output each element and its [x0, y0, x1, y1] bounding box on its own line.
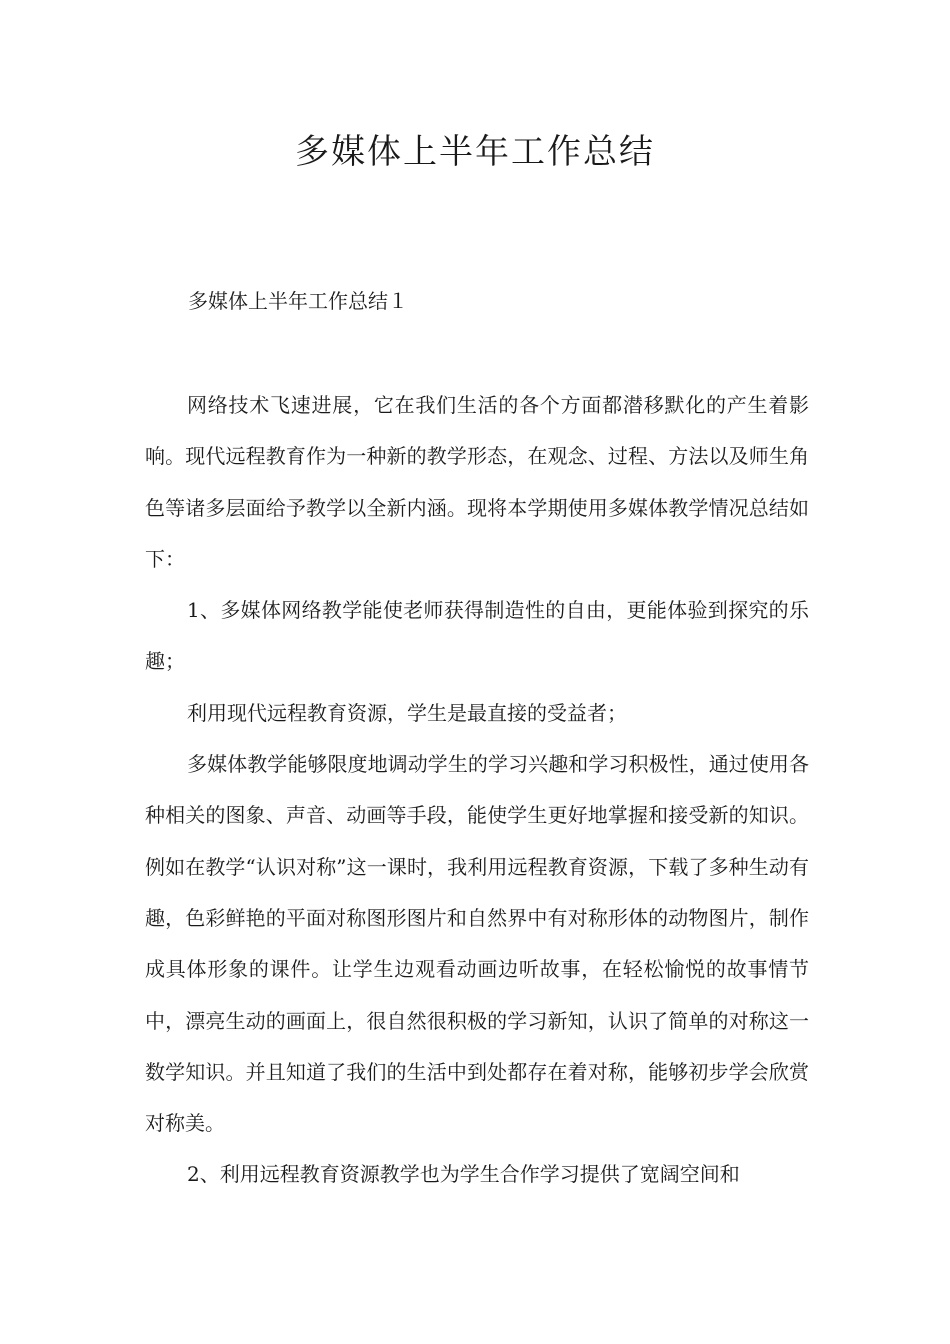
paragraph-intro: 网络技术飞速进展，它在我们生活的各个方面都潜移默化的产生着影响。现代远程教育作为一种新的教学形态，在观念、过程、方法以及师生角色等诸多层面给予教学以全新内涵。现将本学期使用多媒体教学情况总结如下： [145, 393, 809, 571]
document-body [145, 380, 809, 1201]
paragraph-example: 多媒体教学能够限度地调动学生的学习兴趣和学习积极性，通过使用各种相关的图象、声音、动画等手段，能使学生更好地掌握和接受新的知识。例如在教学“认识对称”这一课时，我利用远程教育资源，下载了多种生动有趣，色彩鲜艳的平面对称图形图片和自然界中有对称形体的动物图片，制作成具体形象的课件。让学生边观看动画边听故事，在轻松愉悦的故事情节中，漂亮生动的画面上，很自然很积极的学习新知，认识了简单的对称这一数学知识。并且知道了我们的生活中到处都存在着对称，能够初步学会欣赏对称美。 [145, 752, 809, 1136]
document-subtitle: 多媒体上半年工作总结１ [188, 289, 408, 313]
document-title: 多媒体上半年工作总结 [295, 132, 655, 172]
paragraph-resources: 利用现代远程教育资源，学生是最直接的受益者； [187, 700, 627, 725]
paragraph-point-2: 2、利用远程教育资源教学也为学生合作学习提供了宽阔空间和 [187, 1162, 740, 1187]
paragraph-point-1: 1、多媒体网络教学能使老师获得制造性的自由，更能体验到探究的乐趣； [145, 598, 809, 674]
